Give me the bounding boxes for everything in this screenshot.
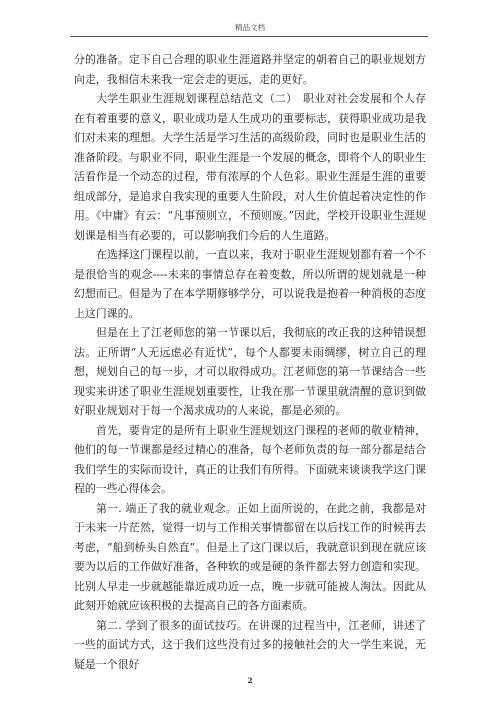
paragraph: 在选择这门课程以前，一直以来，我对于职业生涯规划都有着一个不是很恰当的观念----未来的事情总存在着变数，所以所谓的规划就是一种幻想而已。但是为了在本学期修够学分，可以说我是抱着一种消极的态度上这门课的。 bbox=[74, 248, 426, 320]
paragraph-title-intro: 大学生职业生涯规划课程总结范文（二） 职业对社会发展和个人存在有着重要的意义，职业成功是人生成功的重要标志，获得职业成功是我们对未来的理想。大学生活是学习生活的高级阶段，同时也是职业生活的准备阶段。与职业不同，职业生涯是一个发展的概念，即将个人的职业生活看作是一个动态的过程，带有浓厚的个人色彩。职业生涯是生涯的重要组成部分，是追求自我实现的重要人生阶段，对人生价值起着决定性的作用。《中庸》有云：“凡事预则立，不预则废。”因此，学校开设职业生涯规划课是相当有必要的，可以影响我们今后的人生道路。 bbox=[74, 92, 426, 242]
page-header: 精品文档 bbox=[235, 23, 265, 32]
paragraph: 第一. 端正了我的就业观念。正如上面所说的，在此之前，我都是对于未来一片茫然，觉得一切与工作相关事情都留在以后找工作的时候再去考虑，“船到桥头自然直”。但是上了这门课以后，我就意识到现在就应该要为以后的工作做好准备，各种软的或是硬的条件都去努力创造和实现。比别人早走一步就越能靠近成功近一点，晚一步就可能被人淘汰。因此从此刻开始就应该积极的去提高自己的各方面素质。 bbox=[74, 501, 426, 612]
paragraph: 第二. 学到了很多的面试技巧。在讲课的过程当中，江老师，讲述了一些的面试方式，这于我们这些没有过多的接触社会的大一学生来说，无疑是一个很好 bbox=[74, 618, 426, 671]
paragraph: 但是在上了江老师您的第一节课以后，我彻底的改正我的这种错误想法。正所谓“人无远虑必有近忧”，每个人都要未雨绸缪，树立自己的理想，规划自己的每一步，才可以取得成功。江老师您的第一节课结合一些现实来讲述了职业生涯规划重要性，让我在那一节课里就清醒的意识到做好职业规划对于每一个渴求成功的人来说，都是必须的。 bbox=[74, 326, 426, 417]
document-body bbox=[74, 50, 426, 674]
header-divider bbox=[70, 36, 428, 37]
page-number: 2 bbox=[247, 676, 253, 685]
paragraph-continuation: 分的准备。定下自己合理的职业生涯道路并坚定的朝着自己的职业规划方向走，我相信未来我一定会走的更远，走的更好。 bbox=[74, 53, 426, 86]
paragraph: 首先，要肯定的是所有上职业生涯规划这门课程的老师的敬业精神，他们的每一节课都是经过精心的准备，每个老师负责的每一部分都是结合我们学生的实际而设计，真正的让我们有所得。下面就来谈谈我学这门课程的一些心得体会。 bbox=[74, 423, 426, 495]
